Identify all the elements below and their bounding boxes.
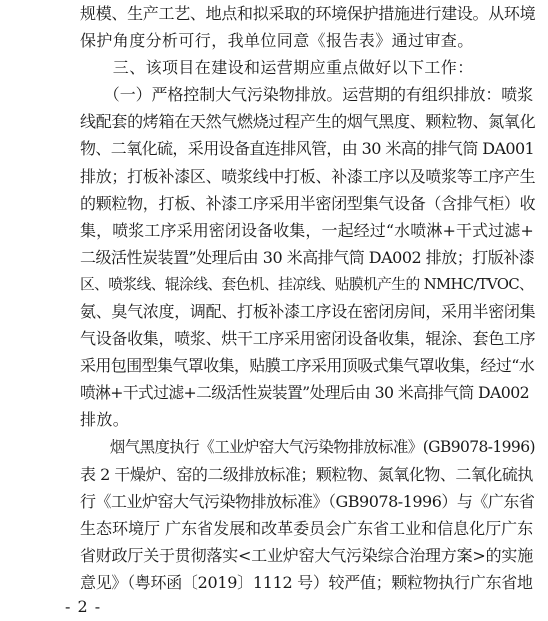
text-line: 的颗粒物，打板、补漆工序采用半密闭型集气设备（含排气柜）收 <box>80 193 536 213</box>
text-line: 省财政厅关于贯彻落实<工业炉窑大气污染综合治理方案>的实施 <box>80 545 534 565</box>
text-line: 物、二氧化硫，采用设备直连排风管，由 30 米高的排气筒 DA001 <box>80 139 535 159</box>
text-line: 生态环境厅 广东省发展和改革委员会广东省工业和信息化厅广东 <box>80 518 534 538</box>
text-line: 喷淋+干式过滤+二级活性炭装置”处理后由 30 米高排气筒 DA002 <box>80 383 530 403</box>
text-line: 集，喷浆工序采用密闭设备收集，一起经过“水喷淋+干式过滤+ <box>80 220 534 240</box>
page-number: - 2 - <box>65 597 102 616</box>
text-line: 排放；打板补漆区、喷浆线中打板、补漆工序以及喷浆等工序产生 <box>80 166 536 186</box>
text-line: 表 2 干燥炉、窑的二级排放标准；颗粒物、氮氧化物、二氧化硫执 <box>80 464 533 484</box>
text-line: 二级活性炭装置”处理后由 30 米高排气筒 DA002 排放；打版补漆 <box>80 247 535 267</box>
text-line: 线配套的烤箱在天然气燃烧过程产生的烟气黑度、颗粒物、氮氧化 <box>80 112 536 132</box>
section-heading: 三、该项目在建设和运营期应重点做好以下工作： <box>80 58 474 78</box>
text-line: 采用包围型集气罩收集，贴膜工序采用顶吸式集气罩收集，经过“水 <box>80 356 535 376</box>
text-line: 规模、生产工艺、地点和拟采取的环境保护措施进行建设。从环境 <box>80 4 536 23</box>
text-line: 氨、臭气浓度，调配、打板补漆工序设在密闭房间，采用半密闭集 <box>80 302 536 322</box>
text-line: 排放。 <box>80 410 130 430</box>
text-line: 保护角度分析可行，我单位同意《报告表》通过审查。 <box>80 31 474 51</box>
body-text <box>80 0 536 596</box>
text-line: 行《工业炉窑大气污染物排放标准》（GB9078-1996）与《广东省 <box>80 491 535 511</box>
text-line: 区、喷浆线、辊涂线、套色机、挂凉线、贴膜机产生的 NMHC/TVOC、 <box>80 275 534 293</box>
text-line: 气设备收集，喷浆、烘干工序采用密闭设备收集，辊涂、套色工序 <box>80 329 536 349</box>
text-line: 烟气黑度执行《工业炉窑大气污染物排放标准》(GB9078-1996) <box>80 437 535 456</box>
text-line: 意见》（粤环函〔2019〕1112 号）较严值；颗粒物执行广东省地 <box>80 572 533 592</box>
subsection-heading: （一）严格控制大气污染物排放。运营期的有组织排放：喷浆 <box>80 85 534 105</box>
